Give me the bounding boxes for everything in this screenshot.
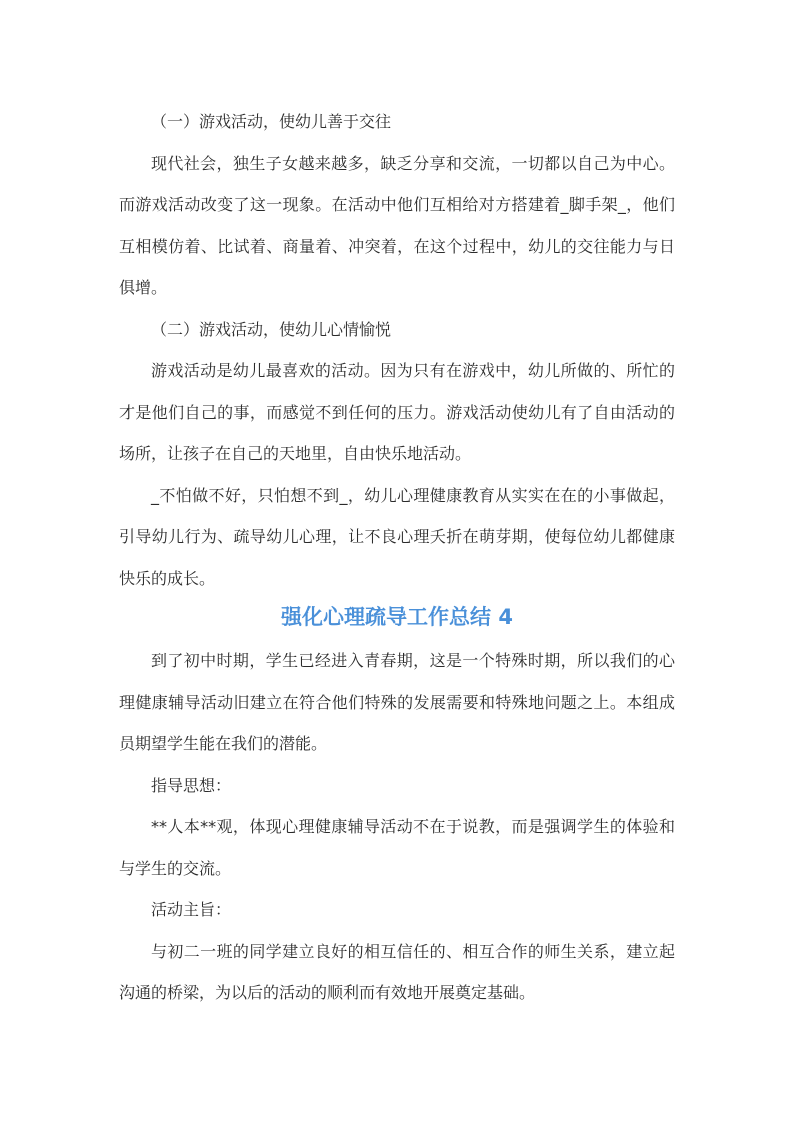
paragraph-guiding-thought: **人本**观，体现心理健康辅导活动不在于说教，而是强调学生的体验和与学生的交流。: [119, 817, 675, 878]
label-activity-aim: 活动主旨：: [151, 900, 232, 919]
document-body: [119, 101, 675, 1014]
paragraph-junior-high: 到了初中时期，学生已经进入青春期，这是一个特殊时期，所以我们的心理健康辅导活动旧建立在符合他们特殊的发展需要和特殊地问题之上。本组成员期望学生能在我们的潜能。: [119, 651, 675, 753]
paragraph-not-afraid: _不怕做不好，只怕想不到_，幼儿心理健康教育从实实在在的小事做起，引导幼儿行为、疏导幼儿心理，让不良心理夭折在萌芽期，使每位幼儿都健康快乐的成长。: [119, 485, 675, 588]
section-title-summary-4: 强化心理疏导工作总结 4: [281, 605, 513, 629]
section-heading-games-mood: （二）游戏活动，使幼儿心情愉悦: [151, 319, 392, 339]
label-guiding-thought: 指导思想：: [151, 775, 232, 795]
paragraph-activity-aim: 与初二一班的同学建立良好的相互信任的、相互合作的师生关系，建立起沟通的桥梁，为以后的活动的顺利而有效地开展奠定基础。: [119, 941, 675, 1002]
paragraph-modern-society: 现代社会，独生子女越来越多，缺乏分享和交流，一切都以自己为中心。而游戏活动改变了这一现象。在活动中他们互相给对方搭建着_脚手架_，他们互相模仿着、比试着、商量着、冲突着，在这个过程中，幼儿的交往能力与日俱增。: [119, 153, 675, 297]
section-heading-games-social: （一）游戏活动，使幼儿善于交往: [151, 112, 392, 131]
paragraph-games-favorite: 游戏活动是幼儿最喜欢的活动。因为只有在游戏中，幼儿所做的、所忙的才是他们自己的事，而感觉不到任何的压力。游戏活动使幼儿有了自由活动的场所，让孩子在自己的天地里，自由快乐地活动。: [119, 361, 675, 463]
